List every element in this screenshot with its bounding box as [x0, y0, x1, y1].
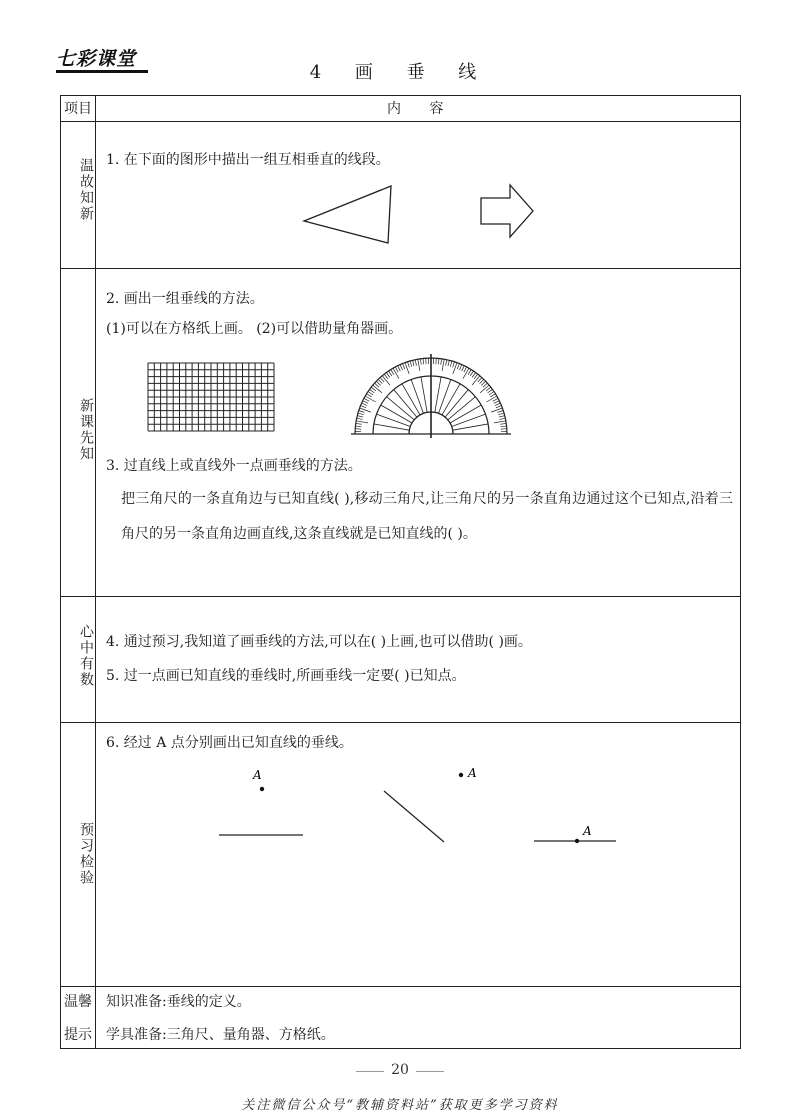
protractor-tick [413, 360, 414, 366]
protractor-tick [474, 374, 478, 379]
protractor-tick [368, 392, 373, 395]
protractor-tick [468, 370, 471, 375]
column-divider [95, 96, 96, 1048]
protractor-tick [370, 389, 375, 393]
brand-logo: 七彩课堂 [56, 48, 137, 70]
protractor-tick [367, 394, 372, 397]
protractor-tick [495, 403, 500, 405]
protractor-tick [448, 360, 449, 366]
protractor-tick [442, 359, 444, 371]
section-label-tips-top: 温馨 [64, 994, 92, 1010]
protractor-ray [411, 379, 423, 413]
protractor-tick [357, 416, 363, 417]
protractor-tick [438, 358, 439, 364]
shapes-figure [299, 178, 539, 250]
protractor-tick [453, 362, 455, 368]
protractor-tick [398, 366, 401, 371]
question-3-body: 把三角尺的一条直角边与已知直线( ),移动三角尺,让三角尺的另一条直角边通过这个已知点,沿着三角尺的另一条直角边画直线,这条直线就是已知直线的( )。 [121, 491, 733, 542]
page-title: 4 画 垂 线 [309, 62, 491, 83]
protractor-tick [375, 383, 379, 387]
page-number: 20 [391, 1062, 409, 1078]
question-3: 3. 过直线上或直线外一点画垂线的方法。 [106, 458, 362, 474]
protractor-tick [450, 361, 452, 367]
tip-knowledge: 知识准备:垂线的定义。 [106, 994, 251, 1010]
row-divider [61, 121, 740, 122]
protractor-ray [421, 377, 427, 412]
protractor-tick [446, 360, 447, 366]
protractor-tick [362, 403, 367, 405]
question-1: 1. 在下面的图形中描出一组互相垂直的线段。 [106, 152, 390, 168]
given-line-2 [384, 791, 444, 842]
protractor-tick [483, 383, 487, 387]
protractor-tick [494, 401, 499, 404]
protractor-tick [365, 396, 375, 402]
protractor-ray [376, 414, 410, 426]
point-a-label-3: A [583, 824, 592, 838]
row-divider [61, 722, 740, 723]
protractor-tick [393, 368, 399, 378]
protractor-tick [457, 364, 459, 370]
triangle-shape [304, 186, 391, 243]
protractor-tick [480, 385, 489, 393]
protractor-tick [359, 411, 365, 413]
arrow-shape [481, 185, 533, 237]
point-a-1 [260, 787, 264, 791]
footer-note: 关注微信公众号“教辅资料站”获取更多学习资料 [241, 1098, 559, 1113]
row-divider [61, 596, 740, 597]
protractor-ray [452, 414, 486, 426]
protractor-tick [499, 416, 505, 417]
protractor-ray [439, 379, 451, 413]
perpendicular-practice-figure [211, 761, 631, 851]
protractor-tick [500, 423, 506, 424]
protractor-tick [488, 389, 493, 393]
protractor-tick [356, 423, 362, 424]
protractor-tick [382, 376, 390, 385]
protractor-figure [349, 352, 514, 442]
protractor-tick [378, 379, 382, 383]
protractor-tick [380, 378, 384, 382]
section-label-in-mind: 心中有数 [78, 624, 94, 688]
protractor-tick [400, 365, 402, 370]
section-label-practice: 预习检验 [78, 822, 94, 886]
protractor-tick [373, 385, 382, 393]
protractor-tick [472, 376, 480, 385]
protractor-tick [361, 406, 367, 408]
question-2: 2. 画出一组垂线的方法。 [106, 291, 264, 307]
protractor-tick [481, 381, 485, 385]
protractor-tick [493, 398, 498, 401]
protractor-tick [463, 368, 469, 378]
protractor-tick [363, 401, 368, 404]
protractor-tick [496, 406, 502, 408]
protractor-tick [423, 358, 424, 364]
protractor-ray [374, 424, 409, 430]
section-label-review: 温故知新 [78, 158, 94, 222]
protractor-tick [403, 364, 405, 370]
protractor-tick [355, 426, 361, 427]
protractor-tick [464, 367, 467, 372]
question-2-options: (1)可以在方格纸上画。 (2)可以借助量角器画。 [106, 321, 403, 337]
worksheet-table [60, 95, 741, 1049]
protractor-tick [410, 361, 412, 367]
protractor-tick [408, 362, 410, 368]
protractor-tick [499, 418, 505, 419]
protractor-tick [441, 359, 442, 365]
point-a-label-1: A [253, 768, 262, 782]
protractor-tick [357, 418, 363, 419]
protractor-tick [364, 398, 369, 401]
point-a-2 [459, 773, 463, 777]
protractor-tick [486, 396, 496, 402]
point-a-label-2: A [468, 766, 477, 780]
protractor-tick [356, 421, 368, 423]
protractor-tick [480, 379, 484, 383]
point-a-3 [575, 839, 579, 843]
protractor-tick [498, 413, 504, 415]
protractor-tick [420, 359, 421, 365]
protractor-tick [386, 373, 390, 378]
protractor-tick [418, 359, 420, 371]
protractor-tick [489, 392, 494, 395]
protractor-tick [470, 371, 473, 376]
protractor-ray [435, 377, 441, 412]
protractor-tick [472, 373, 476, 378]
protractor-tick [391, 370, 394, 375]
grid-paper-figure [147, 362, 277, 434]
tip-tools: 学具准备:三角尺、量角器、方格纸。 [106, 1027, 335, 1043]
protractor-tick [415, 360, 416, 366]
section-label-tips-bottom: 提示 [64, 1027, 92, 1043]
question-6: 6. 经过 A 点分别画出已知直线的垂线。 [106, 735, 353, 751]
section-label-new-lesson: 新课先知 [78, 398, 94, 462]
protractor-tick [371, 387, 376, 391]
protractor-tick [358, 413, 364, 415]
protractor-tick [486, 387, 491, 391]
column-header-content: 内 容 [387, 101, 456, 117]
question-4: 4. 通过预习,我知道了画垂线的方法,可以在( )上画,也可以借助( )画。 [106, 634, 532, 650]
row-divider [61, 268, 740, 269]
protractor-tick [490, 394, 495, 397]
protractor-tick [459, 365, 461, 370]
protractor-tick [478, 378, 482, 382]
question-5: 5. 过一点画已知直线的垂线时,所画垂线一定要( )已知点。 [106, 668, 466, 684]
column-header-item: 项目 [64, 101, 92, 117]
protractor-tick [395, 367, 398, 372]
protractor-tick [376, 381, 380, 385]
protractor-tick [498, 411, 504, 413]
protractor-ray [453, 424, 488, 430]
protractor-tick [384, 374, 388, 379]
protractor-tick [389, 371, 392, 376]
protractor-tick [462, 366, 465, 371]
page-dash-right [416, 1071, 444, 1072]
protractor-tick [501, 426, 507, 427]
protractor-tick [494, 421, 506, 423]
row-divider [61, 986, 740, 987]
